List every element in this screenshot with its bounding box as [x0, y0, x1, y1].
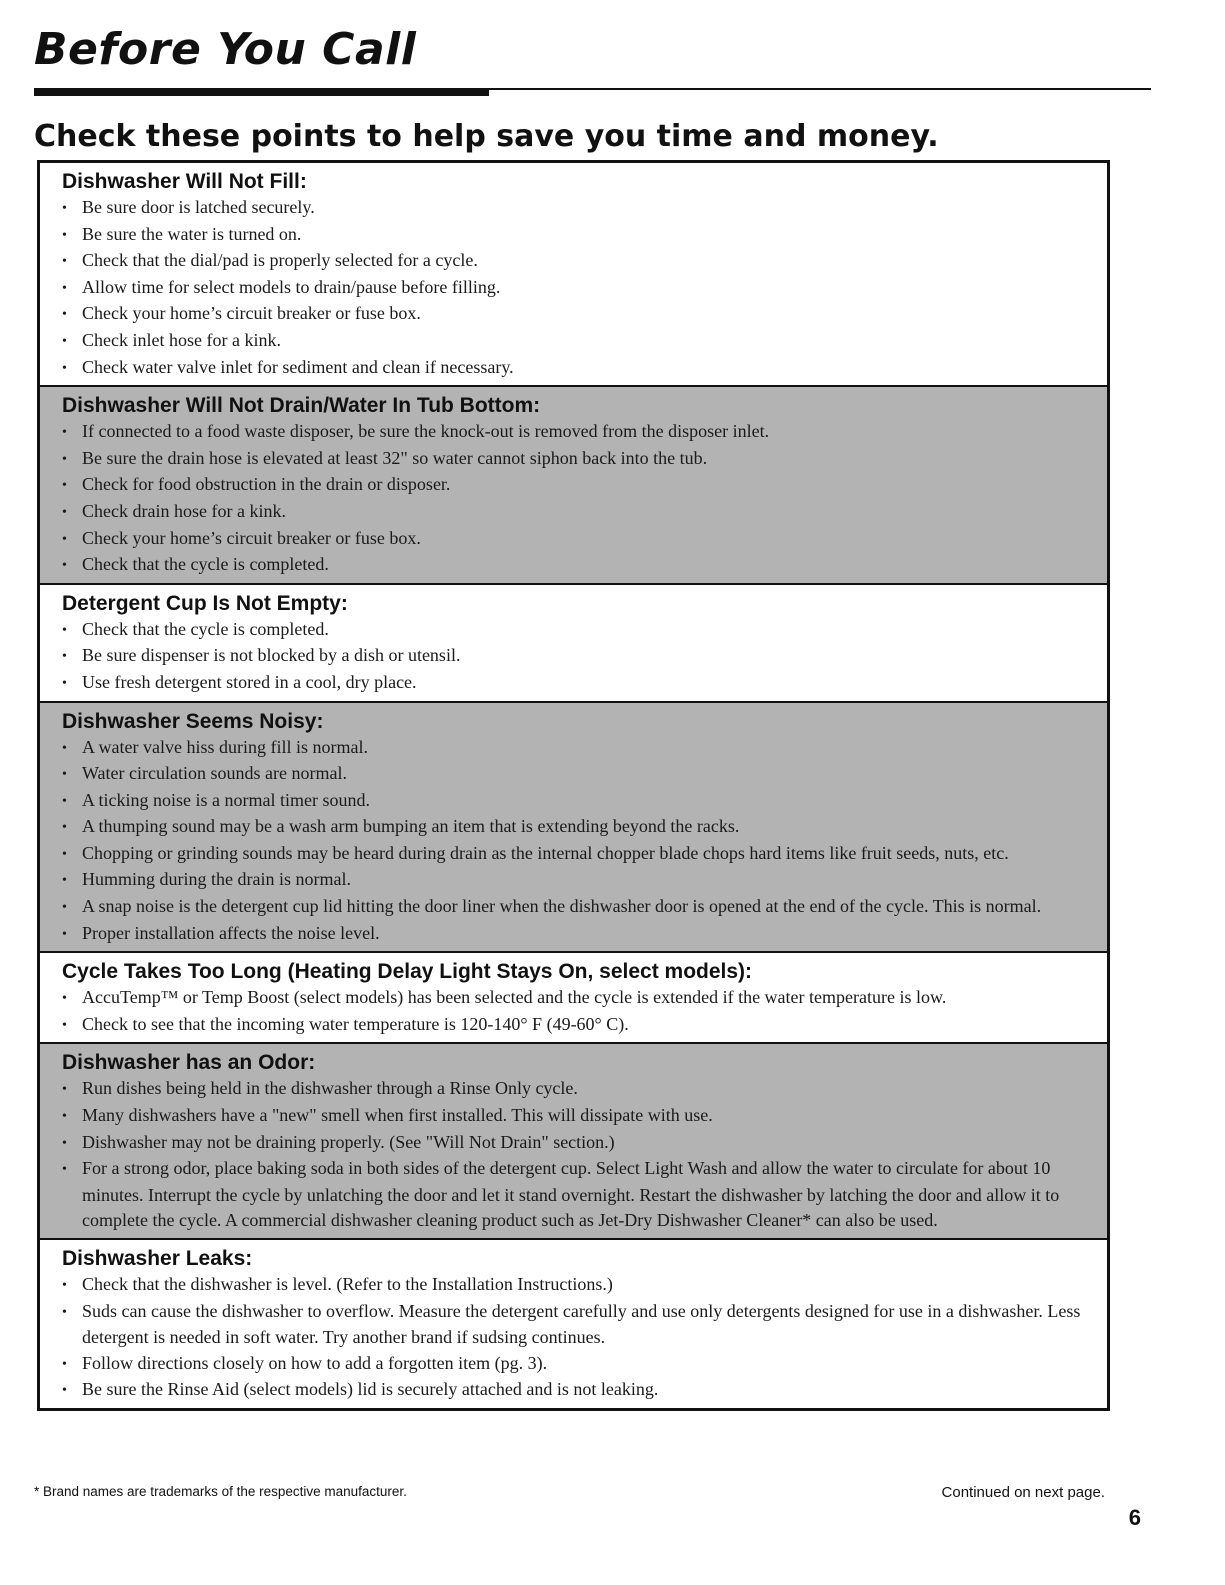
- bullet-icon: •: [62, 531, 67, 547]
- page-subtitle: Check these points to help save you time and money.: [34, 119, 939, 154]
- bullet-icon: •: [62, 307, 67, 323]
- troubleshooting-section: [40, 1044, 1107, 1240]
- list-item: [62, 248, 1099, 275]
- list-item-text: AccuTemp™ or Temp Boost (select models) has been selected and the cycle is extended if the water temperature is low.: [82, 987, 947, 1008]
- section-item-list: [62, 195, 1099, 381]
- list-item: [62, 617, 1099, 644]
- list-item: [62, 1076, 1099, 1103]
- bullet-icon: •: [62, 1135, 67, 1151]
- page-number: 6: [1128, 1505, 1141, 1530]
- bullet-icon: •: [62, 504, 67, 520]
- list-item: [62, 355, 1099, 382]
- list-item-text: Use fresh detergent stored in a cool, dry place.: [82, 671, 417, 692]
- list-item-text: A snap noise is the detergent cup lid hitting the door liner when the dishwasher door is opened at the end of the cycle. This is normal.: [82, 896, 1042, 917]
- list-item-text: For a strong odor, place baking soda in both sides of the detergent cup. Select Light Wash and allow the water to circulate for about 10 minutes. Interrupt the cycle by unlatching the door and let it stand overnight. Restart the dishwasher by latching the door and allow it to complete the cycle. A commercial dishwasher cleaning product such as Jet-Dry Dishwasher Cleaner* can also be used.: [82, 1158, 1060, 1231]
- list-item-text: If connected to a food waste disposer, be sure the knock-out is removed from the disposer inlet.: [82, 421, 770, 442]
- list-item: [62, 1377, 1099, 1404]
- bullet-icon: •: [62, 740, 67, 756]
- list-item: [62, 419, 1099, 446]
- list-item-text: Check inlet hose for a kink.: [82, 329, 281, 350]
- list-item: [62, 841, 1099, 868]
- list-item: [62, 1103, 1099, 1130]
- section-heading: Dishwasher Seems Noisy:: [62, 709, 324, 733]
- list-item-text: Be sure door is latched securely.: [82, 197, 315, 217]
- list-item-text: Follow directions closely on how to add a forgotten item (pg. 3).: [82, 1352, 548, 1373]
- continued-note: Continued on next page.: [941, 1484, 1105, 1501]
- bullet-icon: •: [62, 478, 67, 494]
- list-item-text: Check that the dial/pad is properly selected for a cycle.: [82, 250, 478, 271]
- list-item-text: Humming during the drain is normal.: [82, 869, 351, 890]
- section-item-list: [62, 419, 1099, 579]
- list-item: [62, 735, 1099, 762]
- list-item-text: Check to see that the incoming water temperature is 120-140° F (49-60° C).: [82, 1013, 629, 1034]
- list-item: [62, 670, 1099, 697]
- troubleshooting-table: [37, 160, 1110, 1411]
- list-item: [62, 1156, 1099, 1234]
- list-item-text: Check drain hose for a kink.: [82, 500, 286, 521]
- list-item: [62, 195, 1099, 222]
- section-heading: Detergent Cup Is Not Empty:: [62, 591, 348, 615]
- section-heading: Cycle Takes Too Long (Heating Delay Light Stays On, select models):: [62, 960, 753, 984]
- list-item: [62, 761, 1099, 788]
- list-item: [62, 472, 1099, 499]
- section-heading: Dishwasher Will Not Fill:: [62, 170, 307, 193]
- list-item-text: Be sure the drain hose is elevated at least 32" so water cannot siphon back into the tub.: [82, 447, 708, 468]
- bullet-icon: •: [62, 558, 67, 574]
- bullet-icon: •: [62, 649, 67, 665]
- bullet-icon: •: [62, 900, 67, 916]
- list-item-text: Suds can cause the dishwasher to overflow. Measure the detergent carefully and use only detergents designed for use in a dishwasher. Less detergent is needed in soft water. Try another brand if sudsing continues.: [82, 1300, 1081, 1348]
- bullet-icon: •: [62, 793, 67, 809]
- list-item: [62, 1299, 1099, 1351]
- list-item-text: Be sure the water is turned on.: [82, 223, 302, 244]
- bullet-icon: •: [62, 451, 67, 467]
- troubleshooting-section: [40, 585, 1107, 703]
- list-item-text: Be sure the Rinse Aid (select models) lid is securely attached and is not leaking.: [82, 1379, 659, 1400]
- bullet-icon: •: [62, 873, 67, 889]
- list-item: [62, 1130, 1099, 1157]
- bullet-icon: •: [62, 1304, 67, 1320]
- bullet-icon: •: [62, 1356, 67, 1372]
- list-item: [62, 643, 1099, 670]
- list-item: [62, 222, 1099, 249]
- list-item-text: Proper installation affects the noise level.: [82, 922, 380, 943]
- bullet-icon: •: [62, 1383, 67, 1399]
- list-item: [62, 446, 1099, 473]
- bullet-icon: •: [62, 425, 67, 441]
- list-item: [62, 985, 1099, 1012]
- list-item: [62, 526, 1099, 553]
- bullet-icon: •: [62, 846, 67, 862]
- bullet-icon: •: [62, 820, 67, 836]
- bullet-icon: •: [62, 280, 67, 296]
- bullet-icon: •: [62, 1162, 67, 1178]
- section-heading: Dishwasher Leaks:: [62, 1247, 253, 1270]
- list-item-text: Check water valve inlet for sediment and clean if necessary.: [82, 356, 514, 377]
- bullet-icon: •: [62, 1082, 67, 1098]
- bullet-icon: •: [62, 227, 67, 243]
- section-heading: Dishwasher Will Not Drain/Water In Tub Bottom:: [62, 394, 541, 418]
- list-item: [62, 1012, 1099, 1039]
- list-item-text: Chopping or grinding sounds may be heard during drain as the internal chopper blade chops hard items like fruit seeds, nuts, etc.: [82, 842, 1009, 863]
- list-item-text: A thumping sound may be a wash arm bumping an item that is extending beyond the racks.: [82, 816, 740, 837]
- list-item: [62, 1351, 1099, 1378]
- list-item-text: Check that the dishwasher is level. (Refer to the Installation Instructions.): [82, 1274, 613, 1294]
- troubleshooting-section: [40, 387, 1107, 585]
- list-item-text: Run dishes being held in the dishwasher through a Rinse Only cycle.: [82, 1078, 578, 1099]
- list-item: [62, 814, 1099, 841]
- section-heading: Dishwasher has an Odor:: [62, 1051, 316, 1075]
- bullet-icon: •: [62, 333, 67, 349]
- list-item-text: A water valve hiss during fill is normal.: [82, 736, 368, 757]
- title-underline-thick: [34, 88, 489, 96]
- list-item-text: Many dishwashers have a "new" smell when first installed. This will dissipate with use.: [82, 1105, 713, 1126]
- troubleshooting-section: [40, 703, 1107, 954]
- section-item-list: [62, 985, 1099, 1038]
- list-item-text: Check for food obstruction in the drain or disposer.: [82, 474, 451, 495]
- troubleshooting-section: [40, 163, 1107, 387]
- bullet-icon: •: [62, 201, 67, 216]
- section-item-list: [62, 1076, 1099, 1234]
- bullet-icon: •: [62, 254, 67, 270]
- list-item-text: Be sure dispenser is not blocked by a dish or utensil.: [82, 645, 461, 666]
- bullet-icon: •: [62, 622, 67, 638]
- list-item-text: Water circulation sounds are normal.: [82, 763, 347, 784]
- bullet-icon: •: [62, 1017, 67, 1033]
- list-item: [62, 328, 1099, 355]
- list-item: [62, 894, 1099, 921]
- list-item: [62, 788, 1099, 815]
- troubleshooting-section: [40, 1240, 1107, 1408]
- bullet-icon: •: [62, 675, 67, 691]
- list-item-text: Check that the cycle is completed.: [82, 554, 329, 575]
- list-item-text: Allow time for select models to drain/pause before filling.: [82, 276, 501, 297]
- bullet-icon: •: [62, 360, 67, 376]
- list-item-text: Check your home’s circuit breaker or fuse box.: [82, 527, 421, 548]
- list-item: [62, 921, 1099, 948]
- list-item: [62, 552, 1099, 579]
- section-item-list: [62, 617, 1099, 697]
- troubleshooting-section: [40, 953, 1107, 1044]
- list-item: [62, 499, 1099, 526]
- list-item: [62, 867, 1099, 894]
- list-item: [62, 301, 1099, 328]
- title-underline-thin: [489, 88, 1151, 90]
- trademark-footnote: * Brand names are trademarks of the respective manufacturer.: [34, 1484, 407, 1499]
- bullet-icon: •: [62, 1109, 67, 1125]
- page-title: Before You Call: [34, 24, 417, 75]
- list-item-text: Dishwasher may not be draining properly. (See "Will Not Drain" section.): [82, 1131, 615, 1152]
- bullet-icon: •: [62, 926, 67, 942]
- list-item: [62, 275, 1099, 302]
- bullet-icon: •: [62, 991, 67, 1007]
- section-item-list: [62, 735, 1099, 948]
- section-item-list: [62, 1272, 1099, 1404]
- bullet-icon: •: [62, 1278, 67, 1293]
- list-item: [62, 1272, 1099, 1299]
- bullet-icon: •: [62, 767, 67, 783]
- list-item-text: A ticking noise is a normal timer sound.: [82, 789, 370, 810]
- list-item-text: Check your home’s circuit breaker or fuse box.: [82, 303, 421, 324]
- list-item-text: Check that the cycle is completed.: [82, 618, 329, 639]
